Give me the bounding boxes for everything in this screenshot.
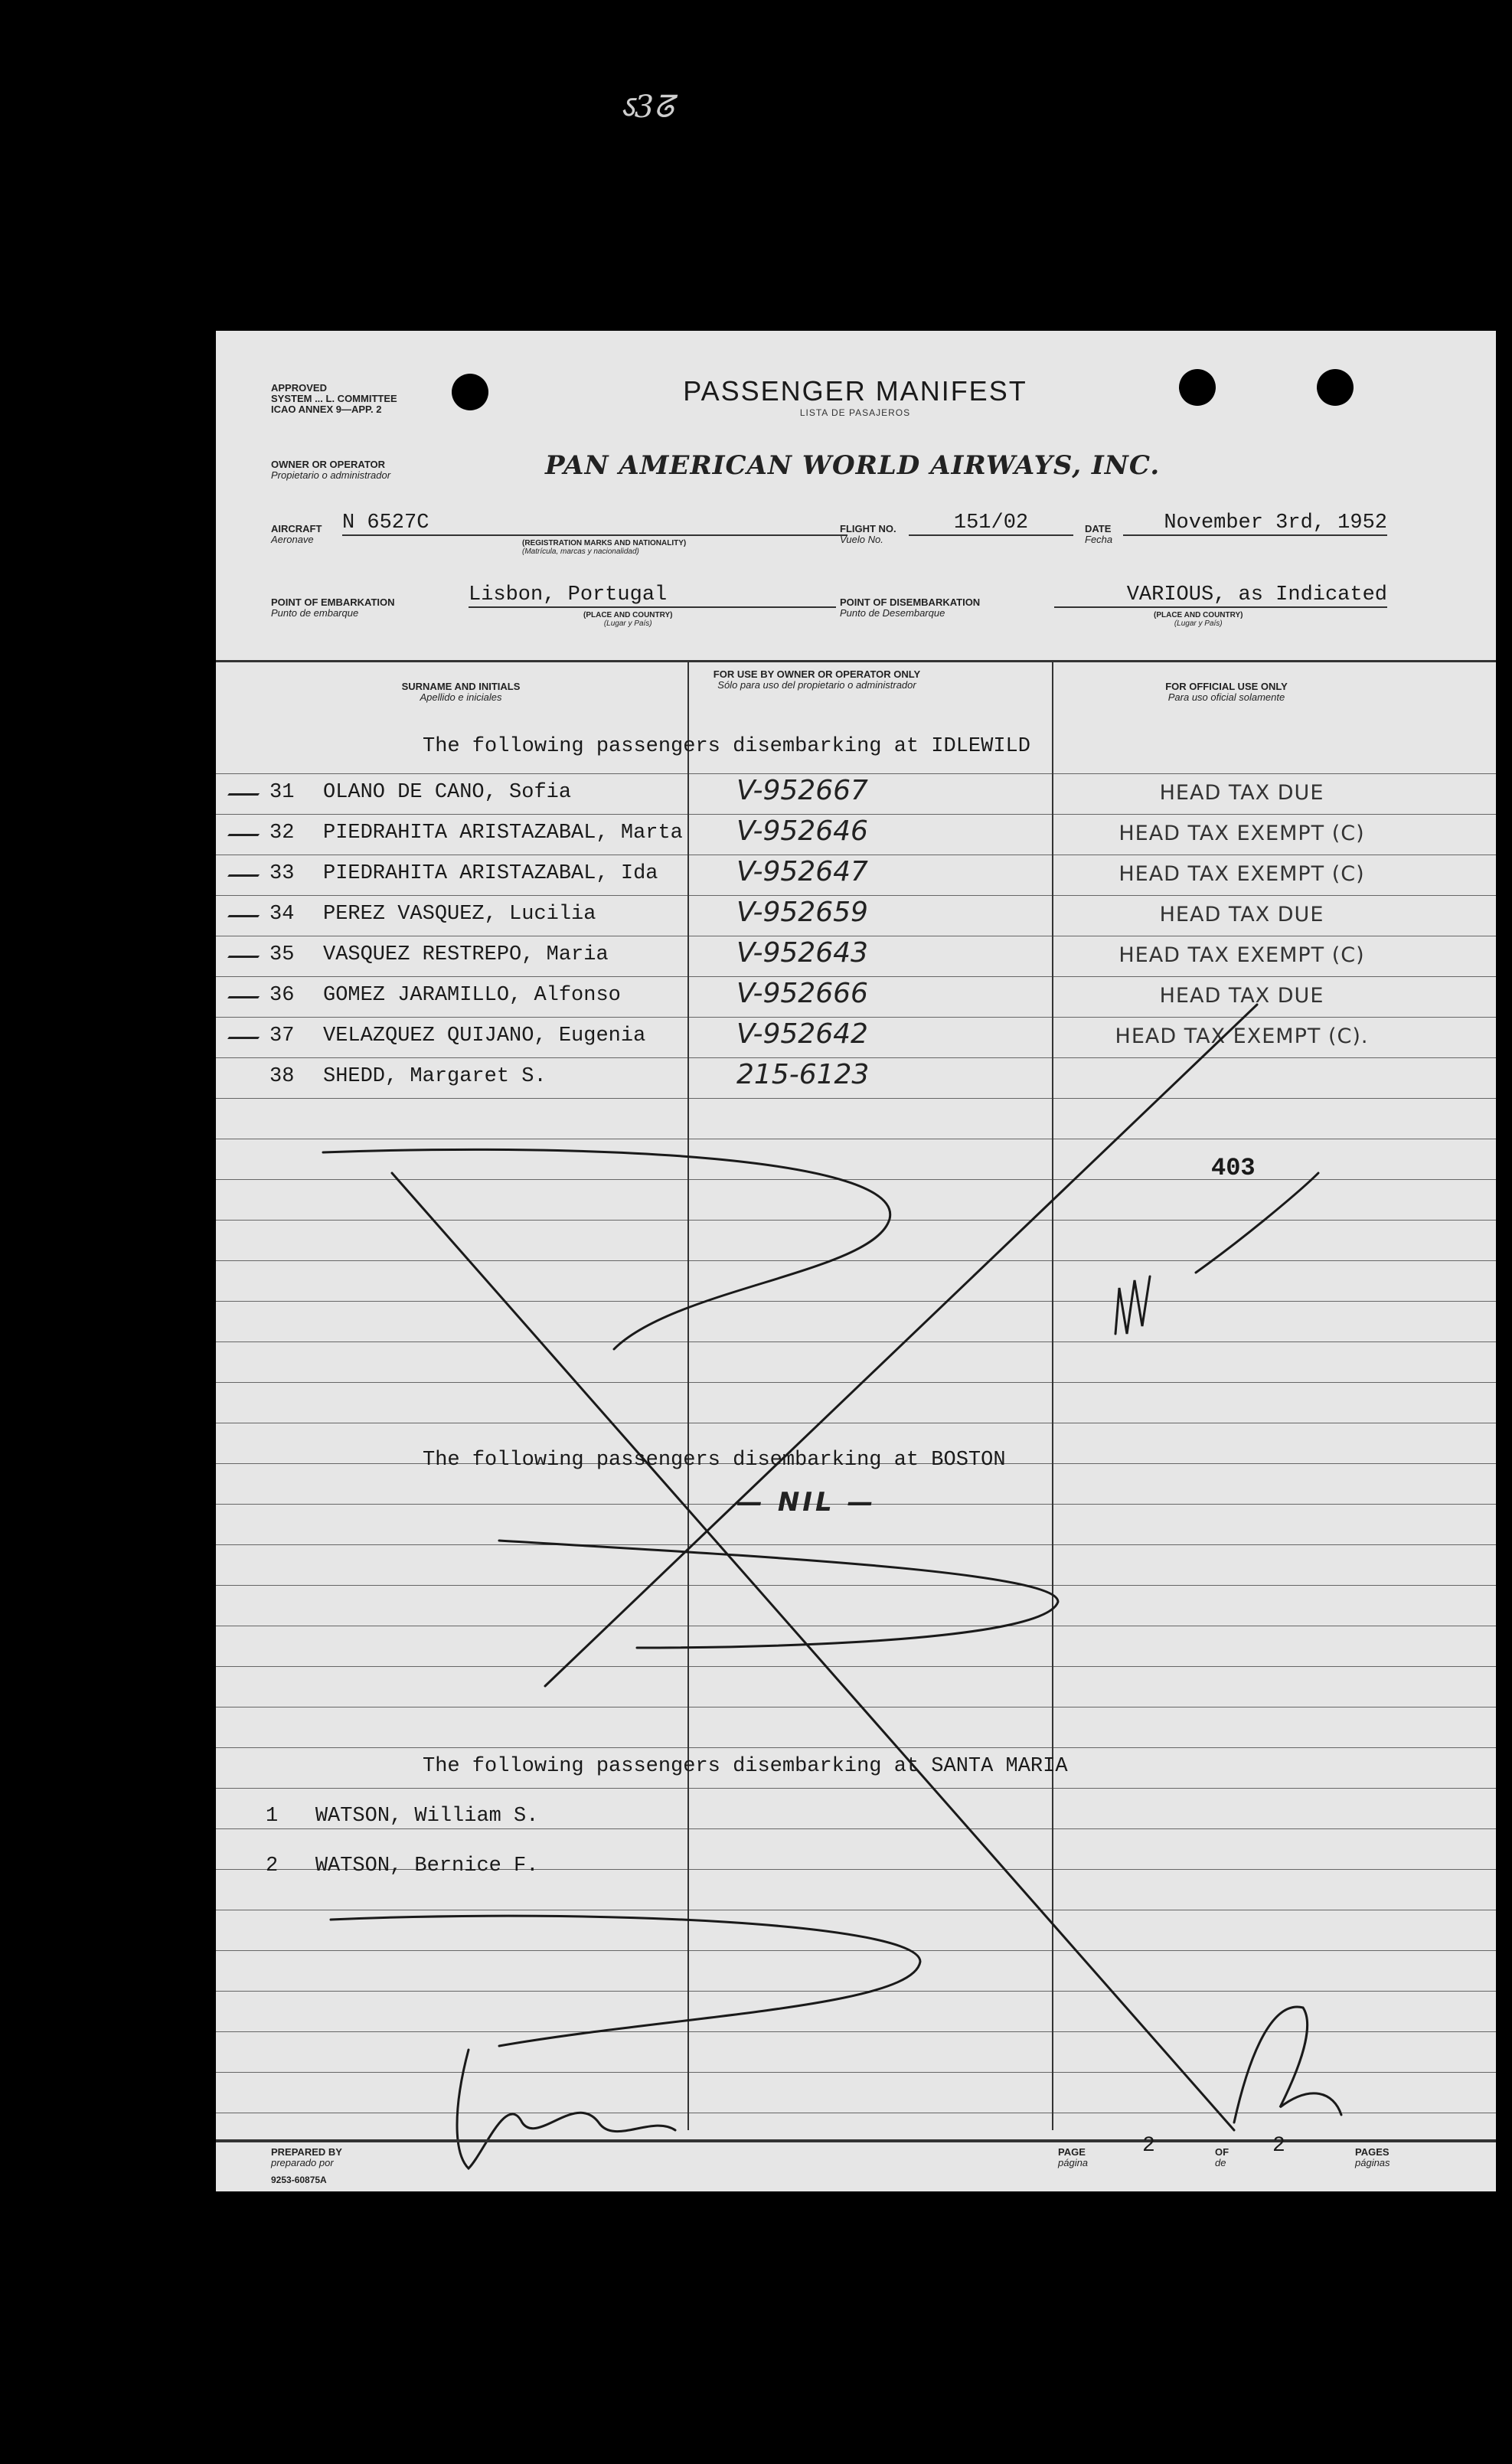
- owner-value: PAN AMERICAN WORLD AIRWAYS, INC.: [545, 450, 1161, 481]
- signature-prepared: [457, 2050, 675, 2168]
- col-header-official-en: FOR OFFICIAL USE ONLY: [1165, 681, 1288, 692]
- nil-annotation: — NIL —: [736, 1487, 877, 1518]
- tally-marks: [1115, 1276, 1150, 1334]
- scribble-stroke-1: [323, 1149, 890, 1349]
- pages-label-es: páginas: [1355, 2157, 1390, 2168]
- row-number: 2: [266, 1855, 279, 1877]
- page-title: PASSENGER MANIFEST: [683, 375, 1027, 407]
- row-number: 37: [269, 1024, 295, 1047]
- col-header-surname-es: Apellido e iniciales: [420, 691, 502, 703]
- col-header-official-es: Para uso oficial solamente: [1167, 691, 1285, 703]
- registration-note-es: (Matrícula, marcas y nacionalidad): [522, 547, 639, 556]
- place-note-en: (PLACE AND COUNTRY): [583, 611, 673, 619]
- aircraft-value: N 6527C: [342, 511, 847, 536]
- row-number: 35: [269, 943, 295, 966]
- of-label-block: [1215, 2147, 1229, 2168]
- place-note-es: (Lugar y País): [1174, 619, 1223, 628]
- head-tax-stamp: HEAD TAX DUE: [1159, 903, 1324, 926]
- page-label-es: página: [1058, 2157, 1089, 2168]
- disembark-label-es: Punto de Desembarque: [840, 607, 945, 619]
- head-tax-stamp: HEAD TAX DUE: [1159, 984, 1324, 1008]
- page-label-block: [1058, 2147, 1088, 2168]
- head-tax-stamp: HEAD TAX EXEMPT (C): [1118, 822, 1365, 845]
- section-heading-santa-maria: The following passengers disembarking at SANTA MARIA: [423, 1755, 1068, 1778]
- signature-official: [1234, 2007, 1341, 2123]
- visa-number: V-952659: [736, 897, 868, 928]
- manifest-sheet: [216, 331, 1496, 2191]
- visa-number: V-952647: [736, 856, 868, 887]
- row-number: 31: [269, 781, 295, 804]
- row-number: 1: [266, 1805, 279, 1828]
- handwritten-strokes: [216, 331, 1496, 2191]
- flight-value: 151/02: [909, 511, 1073, 536]
- owner-label: OWNER OR OPERATOR: [271, 459, 386, 470]
- section-heading-boston: The following passengers disembarking at BOSTON: [423, 1449, 1006, 1472]
- form-number: 9253-60875A: [271, 2175, 327, 2185]
- head-tax-stamp: HEAD TAX EXEMPT (C).: [1115, 1024, 1369, 1048]
- passenger-name: SHEDD, Margaret S.: [323, 1065, 547, 1088]
- cross-out-line-2: [545, 1005, 1257, 1686]
- embark-label-es: Punto de embarque: [271, 607, 359, 619]
- page-count: 2: [1272, 2134, 1285, 2158]
- of-label: OF: [1215, 2146, 1230, 2158]
- cross-out-line-1: [392, 1173, 1234, 2130]
- passenger-name: VELAZQUEZ QUIJANO, Eugenia: [323, 1024, 646, 1047]
- visa-number: V-952643: [736, 937, 868, 969]
- date-value: November 3rd, 1952: [1123, 511, 1387, 536]
- disembark-label: POINT OF DISEMBARKATION: [840, 596, 981, 608]
- approval-line: APPROVED: [271, 382, 327, 394]
- of-label-es: de: [1215, 2157, 1226, 2168]
- embark-label: POINT OF EMBARKATION: [271, 596, 395, 608]
- registration-note-en: (REGISTRATION MARKS AND NATIONALITY): [522, 539, 687, 547]
- col-header-surname-en: SURNAME AND INITIALS: [401, 681, 521, 692]
- visa-number: 215-6123: [736, 1059, 870, 1090]
- passenger-name: WATSON, William S.: [315, 1805, 539, 1828]
- section-heading-idlewild: The following passengers disembarking at IDLEWILD: [423, 735, 1030, 758]
- page-subtitle: LISTA DE PASAJEROS: [799, 407, 911, 418]
- disembark-value: VARIOUS, as Indicated: [1054, 583, 1387, 608]
- date-label-es: Fecha: [1085, 534, 1113, 545]
- head-tax-stamp: HEAD TAX EXEMPT (C): [1118, 943, 1365, 967]
- flight-label: FLIGHT NO.: [840, 523, 896, 534]
- passenger-total: 403: [1211, 1154, 1256, 1182]
- passenger-name: PIEDRAHITA ARISTAZABAL, Marta: [323, 822, 683, 845]
- visa-number: V-952646: [736, 815, 868, 847]
- row-number: 38: [269, 1065, 295, 1088]
- pages-label-block: [1355, 2147, 1390, 2168]
- passenger-name: PIEDRAHITA ARISTAZABAL, Ida: [323, 862, 658, 885]
- aircraft-label: AIRCRAFT: [271, 523, 322, 534]
- prepared-label: PREPARED BY: [271, 2146, 342, 2158]
- head-tax-stamp: HEAD TAX DUE: [1159, 781, 1324, 805]
- passenger-name: OLANO DE CANO, Sofia: [323, 781, 572, 804]
- scribble-stroke-2: [499, 1541, 1058, 1648]
- col-header-operator-es: Sólo para uso del propietario o administrador: [717, 679, 916, 691]
- aircraft-label-es: Aeronave: [271, 534, 314, 545]
- approval-line: SYSTEM ... L. COMMITTEE: [271, 393, 397, 404]
- page-number: 2: [1142, 2134, 1155, 2158]
- passenger-name: GOMEZ JARAMILLO, Alfonso: [323, 984, 621, 1007]
- date-label: DATE: [1085, 523, 1112, 534]
- top-scribble: ऽ3ᘔ: [620, 90, 674, 125]
- pages-label: PAGES: [1355, 2146, 1390, 2158]
- passenger-name: WATSON, Bernice F.: [315, 1855, 539, 1877]
- page-label: PAGE: [1058, 2146, 1086, 2158]
- prepared-by-block: [271, 2147, 342, 2168]
- prepared-label-es: preparado por: [271, 2157, 334, 2168]
- owner-label-es: Propietario o administrador: [271, 469, 391, 481]
- passenger-name: VASQUEZ RESTREPO, Maria: [323, 943, 609, 966]
- visa-number: V-952667: [736, 775, 868, 806]
- flight-label-es: Vuelo No.: [840, 534, 883, 545]
- embark-value: Lisbon, Portugal: [469, 583, 836, 608]
- footer-rule: [216, 2139, 1496, 2142]
- row-number: 32: [269, 822, 295, 845]
- visa-number: V-952666: [736, 978, 868, 1009]
- place-note-en: (PLACE AND COUNTRY): [1154, 611, 1243, 619]
- pencil-stroke: [1196, 1173, 1318, 1273]
- place-note-es: (Lugar y País): [603, 619, 652, 628]
- passenger-name: PEREZ VASQUEZ, Lucilia: [323, 903, 596, 926]
- scribble-stroke-3: [331, 1916, 920, 2046]
- row-number: 36: [269, 984, 295, 1007]
- head-tax-stamp: HEAD TAX EXEMPT (C): [1118, 862, 1365, 886]
- row-number: 34: [269, 903, 295, 926]
- row-number: 33: [269, 862, 295, 885]
- visa-number: V-952642: [736, 1018, 868, 1050]
- col-header-operator-en: FOR USE BY OWNER OR OPERATOR ONLY: [713, 668, 921, 680]
- approval-line: ICAO ANNEX 9—APP. 2: [271, 404, 382, 415]
